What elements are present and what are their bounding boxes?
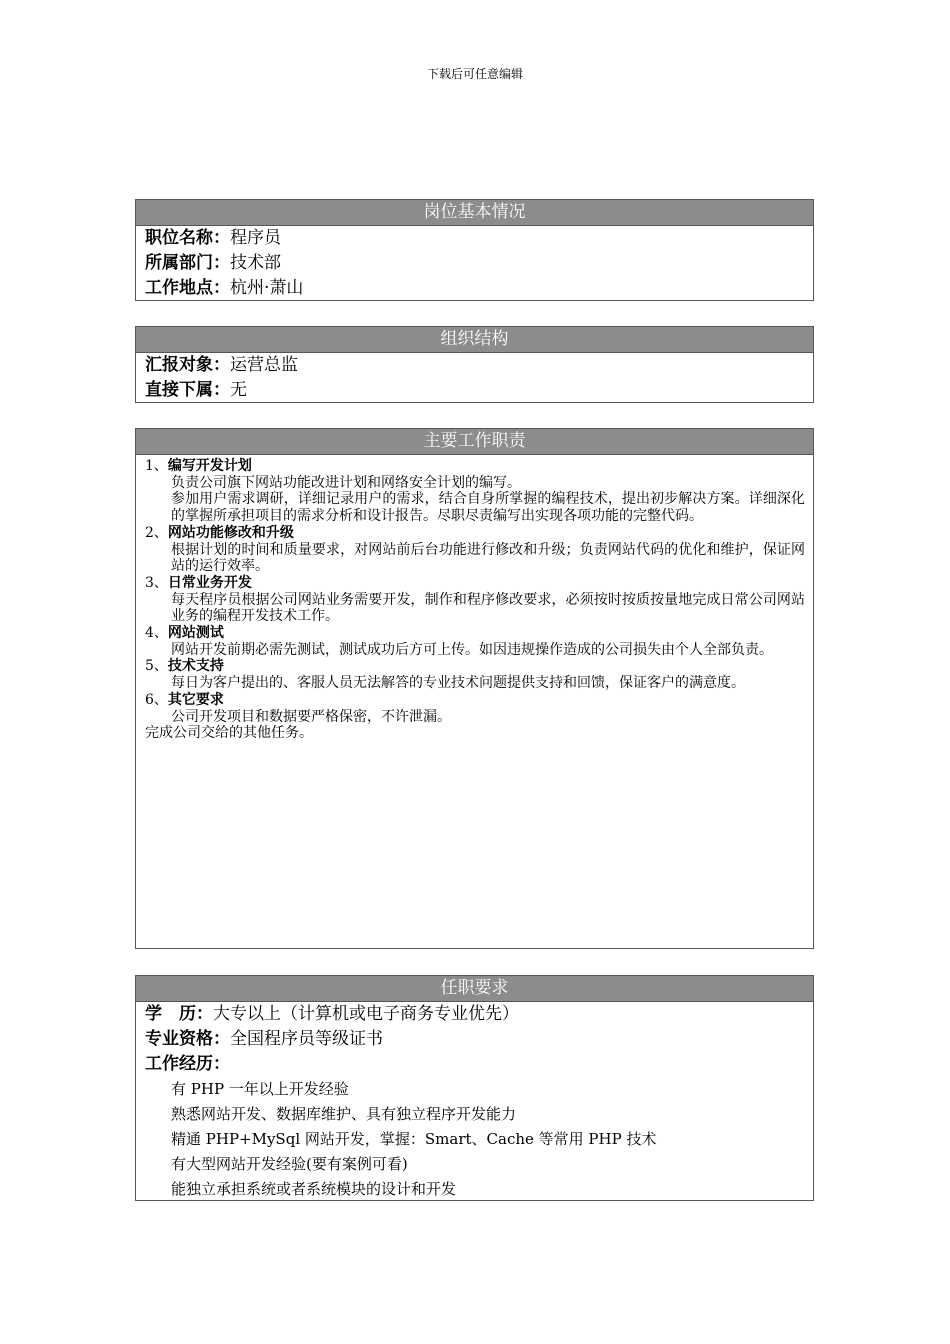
qualification-label: 专业资格：: [145, 1029, 230, 1049]
experience-label: 工作经历：: [145, 1054, 230, 1074]
department-value: 技术部: [230, 253, 281, 273]
location-value: 杭州·萧山: [230, 278, 304, 298]
duty-title: 编写开发计划: [167, 458, 252, 474]
duty-number: 2、: [145, 524, 168, 541]
subordinates-label: 直接下属：: [145, 380, 230, 400]
position-name-value: 程序员: [230, 228, 281, 248]
duty-item-heading: [145, 625, 805, 642]
experience-item: 熟悉网站开发、数据库维护、具有独立程序开发能力: [171, 1105, 517, 1123]
location-label: 工作地点：: [145, 278, 230, 298]
qualification-row: [136, 1027, 813, 1052]
position-name-label: 职位名称：: [145, 228, 230, 248]
duty-title: 日常业务开发: [167, 574, 252, 591]
duty-title: 其它要求: [167, 691, 224, 708]
duty-item-text: 根据计划的时间和质量要求，对网站前后台功能进行修改和升级；负责网站代码的优化和维护，保证网站的运行效率。: [171, 541, 805, 575]
department-row: [136, 251, 813, 276]
location-row: [136, 276, 813, 301]
report-to-label: 汇报对象：: [145, 355, 230, 375]
duty-item-text: 公司开发项目和数据要严格保密，不许泄漏。: [171, 708, 451, 725]
subordinates-row: [136, 378, 813, 403]
duty-number: 1、: [145, 458, 168, 474]
experience-item: 能独立承担系统或者系统模块的设计和开发: [171, 1180, 457, 1198]
duty-title: 网站测试: [167, 625, 224, 642]
duty-title: 网站功能修改和升级: [167, 524, 294, 541]
duty-item-heading: [145, 692, 805, 709]
experience-row: [136, 1052, 813, 1077]
duty-item-text: 网站开发前期必需先测试，测试成功后方可上传。如因违规操作造成的公司损失由个人全部负责。: [171, 641, 773, 658]
duty-item-heading: [145, 525, 805, 542]
duty-item-text: 负责公司旗下网站功能改进计划和网络安全计划的编写。: [171, 474, 521, 491]
experience-item: 精通 PHP+MySql 网站开发，掌握：Smart、Cache 等常用 PHP 技术: [171, 1130, 657, 1148]
duty-number: 4、: [145, 625, 168, 642]
duty-number: 5、: [145, 658, 168, 675]
duty-item-text: 每天程序员根据公司网站业务需要开发，制作和程序修改要求，必须按时按质按量地完成日常公司网站业务的编程开发技术工作。: [171, 591, 805, 625]
education-label: 学 历：: [145, 1004, 213, 1024]
position-name-row: [136, 226, 813, 251]
department-label: 所属部门：: [145, 253, 230, 273]
experience-item: 有 PHP 一年以上开发经验: [171, 1080, 349, 1098]
duty-number: 3、: [145, 574, 168, 591]
duty-item-heading: [145, 458, 805, 475]
org-title: 组织结构: [136, 327, 813, 353]
basic-info-title: 岗位基本情况: [136, 200, 813, 226]
duties-list: [136, 455, 813, 742]
report-to-value: 运营总监: [230, 355, 298, 375]
duties-section: [135, 428, 814, 949]
duty-item-text: 每日为客户提出的、客服人员无法解答的专业技术问题提供支持和回馈，保证客户的满意度。: [171, 675, 745, 692]
header-note: 下载后可任意编辑: [426, 67, 523, 81]
duty-item-heading: [145, 575, 805, 592]
org-section: [135, 326, 814, 403]
duty-item-heading: [145, 658, 805, 675]
qualification-value: 全国程序员等级证书: [230, 1029, 383, 1049]
subordinates-value: 无: [230, 380, 247, 400]
experience-item: 有大型网站开发经验(要有案例可看): [171, 1155, 408, 1173]
duties-title: 主要工作职责: [136, 429, 813, 455]
education-value: 大专以上（计算机或电子商务专业优先）: [213, 1004, 519, 1024]
basic-info-section: [135, 199, 814, 301]
requirements-section: [135, 975, 814, 1201]
duties-footer: 完成公司交给的其他任务。: [145, 725, 313, 742]
report-to-row: [136, 353, 813, 378]
duty-item-text: 参加用户需求调研，详细记录用户的需求，结合自身所掌握的编程技术，提出初步解决方案。详细深化的掌握所承担项目的需求分析和设计报告。尽职尽责编写出实现各项功能的完整代码。: [171, 491, 805, 525]
education-row: [136, 1002, 813, 1027]
duty-title: 技术支持: [167, 658, 224, 675]
duty-number: 6、: [145, 691, 168, 708]
requirements-title: 任职要求: [136, 976, 813, 1002]
